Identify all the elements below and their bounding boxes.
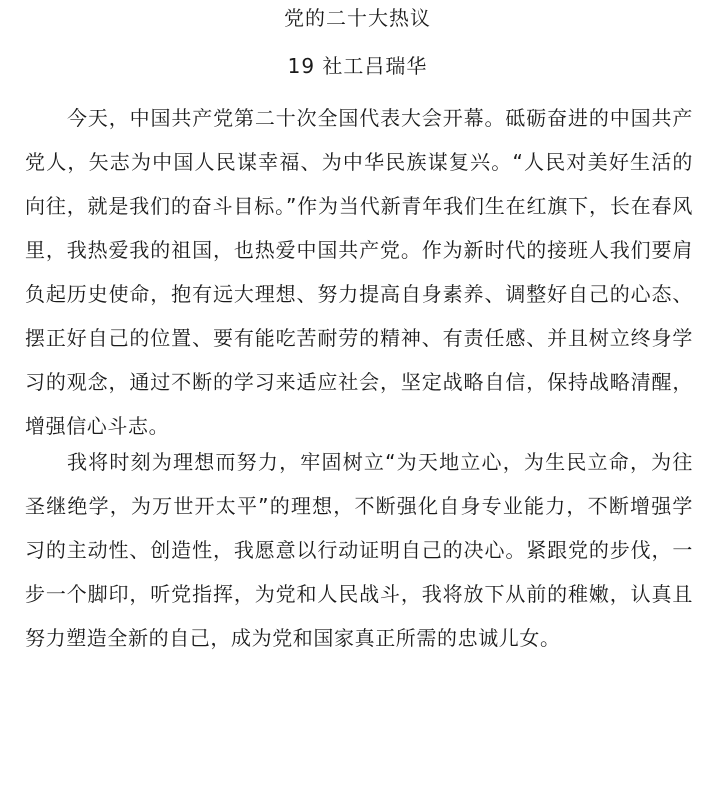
body-paragraph-1: 今天，中国共产党第二十次全国代表大会开幕。砥砺奋进的中国共产党人，矢志为中国人民谋幸福、为中华民族谋复兴。“人民对美好生活的向往，就是我们的奋斗目标。”作为当代新青年我们生在红旗下，长在春风里，我热爱我的祖国，也热爱中国共产党。作为新时代的接班人我们要肩负起历史使命，抱有远大理想、努力提高自身素养、调整好自己的心态、摆正好自己的位置、要有能吃苦耐劳的精神、有责任感、并且树立终身学习的观念，通过不断的学习来适应社会，坚定战略自信，保持战略清醒，增强信心斗志。	[25, 106, 693, 438]
author-byline: 19 社工吕瑞华	[287, 54, 428, 78]
body-paragraph-2: 我将时刻为理想而努力，牢固树立“为天地立心，为生民立命，为往圣继绝学，为万世开太平”的理想，不断强化自身专业能力，不断增强学习的主动性、创造性，我愿意以行动证明自己的决心。紧跟党的步伐，一步一个脚印，听党指挥，为党和人民战斗，我将放下从前的稚嫩，认真且努力塑造全新的自己，成为党和国家真正所需的忠诚儿女。	[25, 450, 693, 650]
document-title: 党的二十大热议	[284, 6, 431, 30]
